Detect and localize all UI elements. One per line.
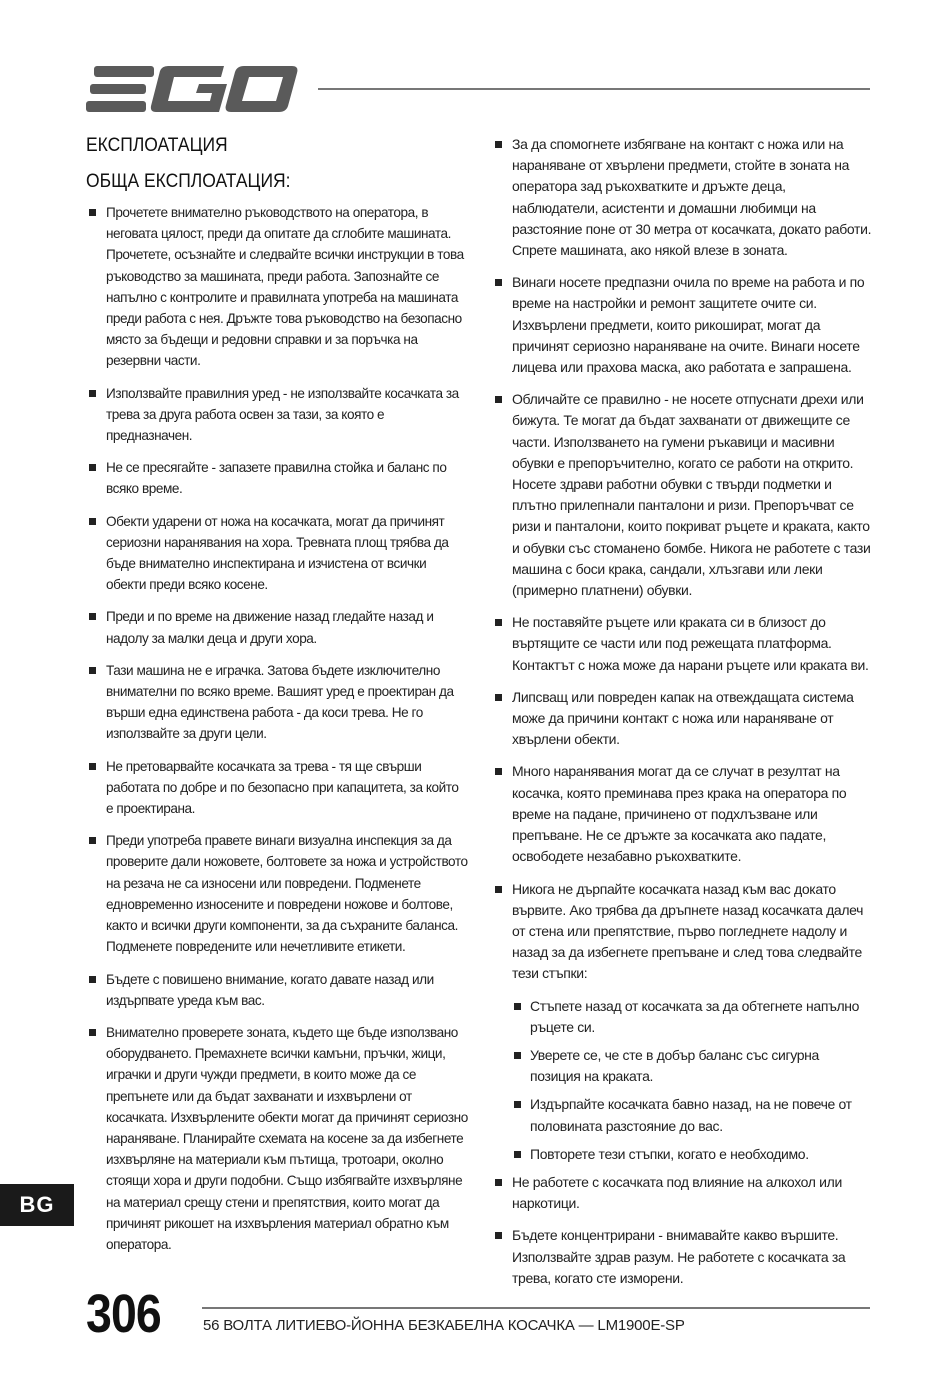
right-sub-list <box>512 996 872 1165</box>
list-item: Винаги носете предпазни очила по време на работа и по време на настройки и ремонт защитете очите си. Изхвърлени предмети, които рикошират, могат да причинят сериозно нараняване на очите. Винаги носете лицева или прахова маска, ако работата е запрашена. <box>492 272 872 378</box>
list-item: Обекти ударени от ножа на косачката, могат да причинят сериозни наранявания на хора. Тревната площ трябва да бъде внимателно инспектирана и изчистена от всички обекти преди всяко косене. <box>86 511 468 596</box>
left-bullet-list <box>86 202 468 1255</box>
list-item: Не претоварвайте косачката за трева - тя ще свърши работата по добре и по безопасно при капацитета, за който е проектирана. <box>86 756 468 820</box>
list-item: Прочетете внимателно ръководството на оператора, в неговата цялост, преди да опитате да сглобите машината. Прочетете, осъзнайте и следвайте всички инструкции в това ръководство за машината, преди работа. Запознайте се напълно с контролите и правилната употреба на машината преди работа с нея. Дръжте това ръководство на безопасно място за бъдещи и редовни справки и за поръчка на резервни части. <box>86 202 468 372</box>
sub-list-item: Издърпайте косачката бавно назад, на не повече от половината разстояние до вас. <box>512 1094 872 1136</box>
list-item: Използвайте правилния уред - не използвайте косачката за трева за друга работа освен за тази, за която е предназначен. <box>86 383 468 447</box>
list-item: Бъдете с повишено внимание, когато давате назад или издърпвате уреда към вас. <box>86 969 468 1011</box>
page-number: 306 <box>86 1284 161 1344</box>
list-item: Бъдете концентрирани - внимавайте какво вършите. Използвайте здрав разум. Не работете с косачката за трева, когато сте изморени. <box>492 1225 872 1289</box>
footer-rule <box>202 1307 870 1309</box>
right-bullet-list-continued <box>492 1172 872 1289</box>
list-item: Преди и по време на движение назад гледайте назад и надолу за малки деца и други хора. <box>86 606 468 648</box>
list-item: Внимателно проверете зоната, където ще бъде използвано оборудването. Премахнете всички камъни, пръчки, жици, играчки и други чужди предмети, в които може да се препънете или да бъдат захванати и изхвърлени от косачката. Изхвърлените обекти могат да причинят сериозно нараняване. Планирайте схемата на косене за да избегнете изхвърляне на материали към пътища, тротоари, околно стоящи хора и други подобни. Също избягвайте изхвърляне на материал срещу стени и препятствия, които могат да причинят рикошет на изхвърления материал обратно към оператора. <box>86 1022 468 1255</box>
sub-list-item: Повторете тези стъпки, когато е необходимо. <box>512 1144 872 1165</box>
list-item: Тази машина не е играчка. Затова бъдете изключително внимателни по всяко време. Вашият уред е проектиран да върши една единствена работа - да коси трева. Не го използвайте за други цели. <box>86 660 468 745</box>
subsection-title: ОБЩА ЕКСПЛОАТАЦИЯ: <box>86 171 291 192</box>
list-item: Много наранявания могат да се случат в резултат на косачка, която преминава през крака на оператора по време на падане, причинено от подхлъзване или препъване. Не се дръжте за косачката ако падате, освободете незабавно ръкохватките. <box>492 761 872 867</box>
list-item: Преди употреба правете винаги визуална инспекция за да проверите дали ножовете, болтовете за ножа и устройството на резача не са износени или повредени. Подменете едновременно износените и повредени ножове и болтове, както и всички други компоненти, за да съхраните баланса. Подменете повредените или нечетливите етикети. <box>86 830 468 957</box>
section-title: ЕКСПЛОАТАЦИЯ <box>86 135 228 156</box>
sub-list-item: Уверете се, че сте в добър баланс със сигурна позиция на краката. <box>512 1045 872 1087</box>
header-rule <box>318 88 870 90</box>
language-tab: BG <box>0 1184 74 1226</box>
sub-list-item: Стъпете назад от косачката за да обтегнете напълно ръцете си. <box>512 996 872 1038</box>
right-bullet-list <box>492 134 872 985</box>
list-item: Обличайте се правилно - не носете отпуснати дрехи или бижута. Те могат да бъдат захванати от движещите се части. Използването на гумени ръкавици и масивни обувки е препоръчително, когато се работи на открито. Носете здрави работни обувки с твърди подметки и плътно прилепнали панталони и ризи. Препоръчват се ризи и панталони, които покриват ръцете и краката, както и обувки със стоманено бомбе. Никога не работете с тази машина с боси крака, сандали, хлъзгави или леки (примерно платнени) обувки. <box>492 389 872 601</box>
ego-logo <box>86 64 298 114</box>
list-item: Липсващ или повреден капак на отвеждащата система може да причини контакт с ножа или нараняване от хвърлени обекти. <box>492 687 872 751</box>
list-item: Никога не дърпайте косачката назад към вас докато вървите. Ако трябва да дръпнете назад косачката далеч от стена или препятствие, първо погледнете надолу и назад за да избегнете препъване и след това следвайте тези стъпки: <box>492 879 872 985</box>
list-item: Не поставяйте ръцете или краката си в близост до въртящите се части или под режещата платформа. Контактът с ножа може да нарани ръцете или краката ви. <box>492 612 872 676</box>
list-item: Не работете с косачката под влияние на алкохол или наркотици. <box>492 1172 872 1214</box>
right-column <box>492 134 872 1300</box>
list-item: За да спомогнете избягване на контакт с ножа или на нараняване от хвърлени предмети, стойте в зоната на оператора зад ръкохватките и дръжте деца, наблюдатели, асистенти и домашни любимци на разстояние поне от 30 метра от косачката, докато работи. Спрете машината, ако някой влезе в зоната. <box>492 134 872 261</box>
footer-title: 56 ВОЛТА ЛИТИЕВО-ЙОННА БЕЗКАБЕЛНА КОСАЧКА — LM1900E-SP <box>203 1317 685 1334</box>
left-column <box>86 132 468 1266</box>
list-item: Не се пресягайте - запазете правилна стойка и баланс по всяко време. <box>86 457 468 499</box>
